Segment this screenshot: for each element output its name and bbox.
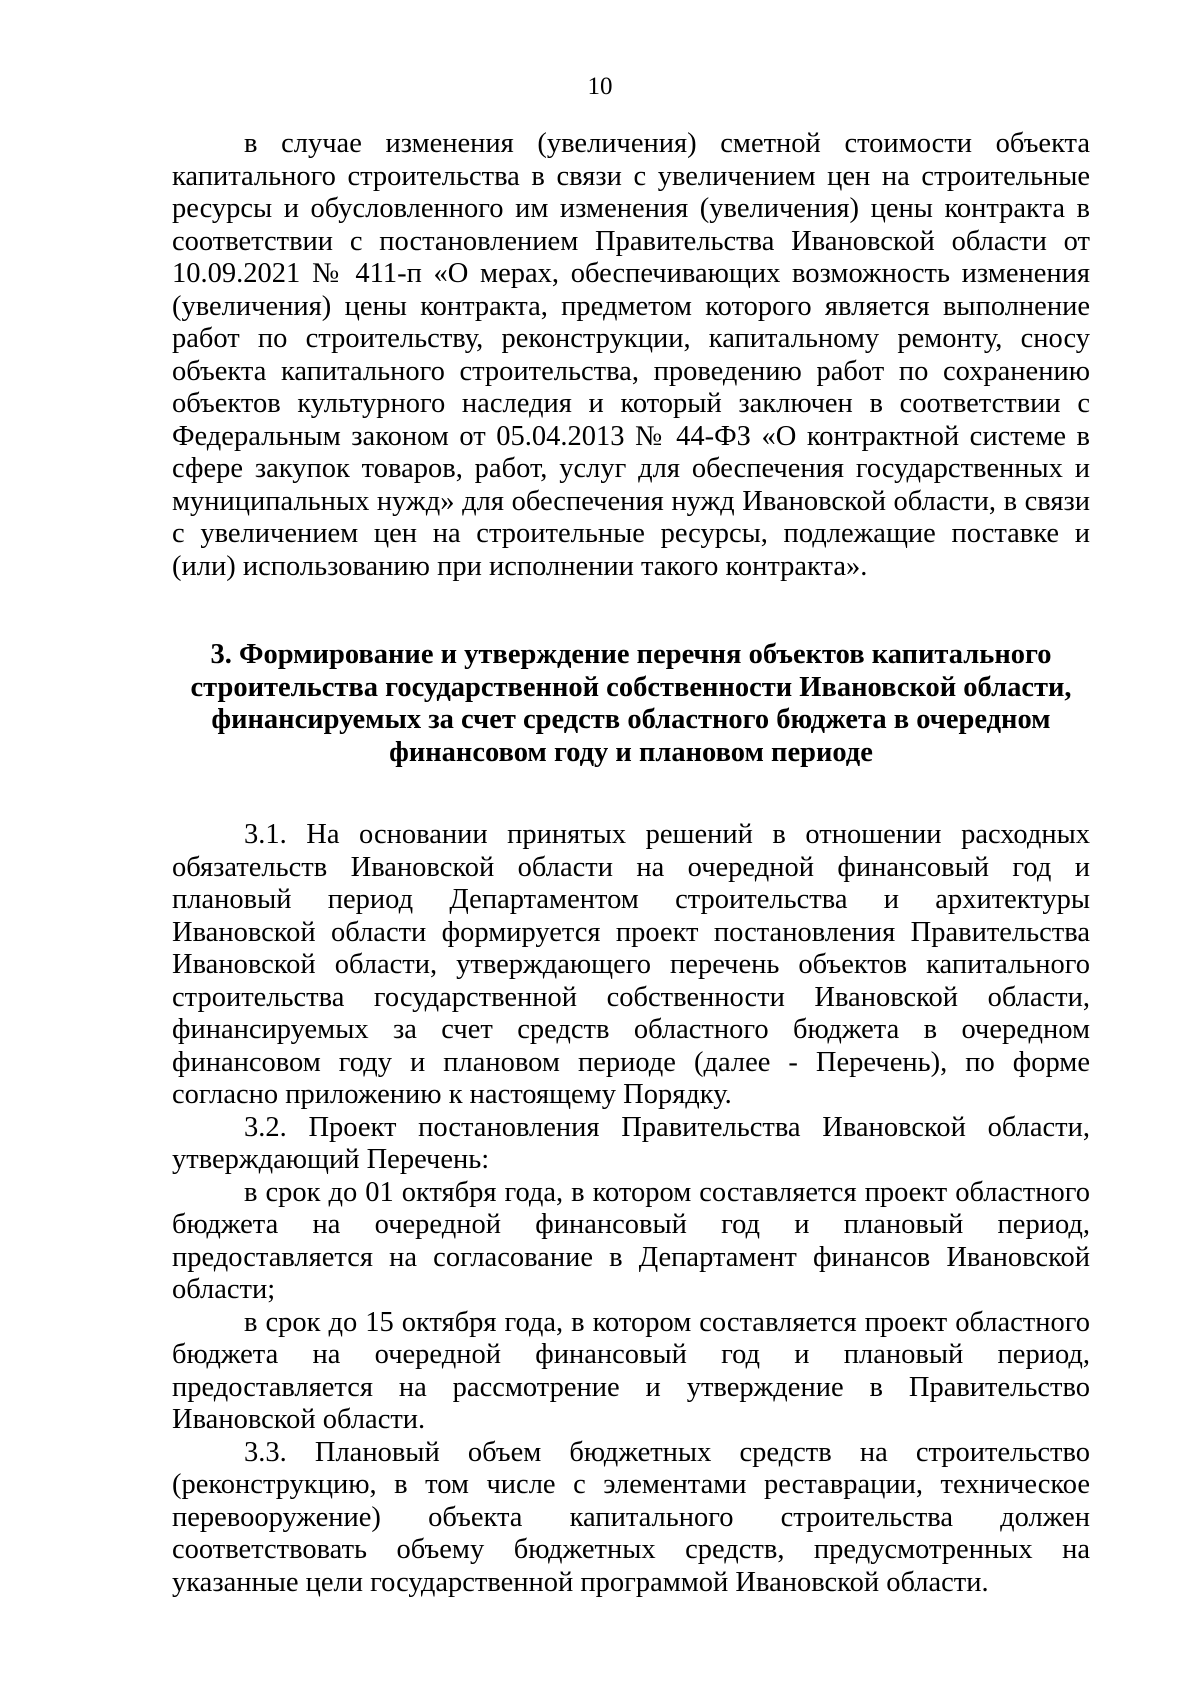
- paragraph-3-3: 3.3. Плановый объем бюджетных средств на строительство (реконструкцию, в том числе с элементами реставрации, техническое перевооружение) объекта капитального строительства должен соответствовать объему бюджетных средств, предусмотренных на указанные цели государственной программой Ивановской области.: [172, 1436, 1090, 1598]
- section-heading: 3. Формирование и утверждение перечня объектов капитального строительства государственной собственности Ивановской области, финансируемых за счет средств областного бюджета в очередном финансовом году и плановом периоде: [190, 639, 1072, 768]
- paragraph-3-1: 3.1. На основании принятых решений в отношении расходных обязательств Ивановской области на очередной финансовый год и плановый период Департаментом строительства и архитектуры Ивановской области формируется проект постановления Правительства Ивановской области, утверждающего перечень объектов капитального строительства государственной собственности Ивановской области, финансируемых за счет средств областного бюджета в очередном финансовом году и плановом периоде (далее - Перечень), по форме согласно приложению к настоящему Порядку.: [172, 819, 1090, 1110]
- document-body: [172, 128, 1090, 1599]
- paragraph-3-2-deadline-oct-15: в срок до 15 октября года, в котором составляется проект областного бюджета на очередной финансовый год и плановый период, предоставляется на рассмотрение и утверждение в Правительство Ивановской области.: [172, 1306, 1090, 1435]
- page-number: 10: [587, 73, 613, 100]
- paragraph-price-change-clause: в случае изменения (увеличения) сметной стоимости объекта капитального строительства в связи с увеличением цен на строительные ресурсы и обусловленного им изменения (увеличения) цены контракта в соответствии с постановлением Правительства Ивановской области от 10.09.2021 № 411-п «О мерах, обеспечивающих возможность изменения (увеличения) цены контракта, предметом которого является выполнение работ по строительству, реконструкции, капитальному ремонту, сносу объекта капитального строительства, проведению работ по сохранению объектов культурного наследия и который заключен в соответствии с Федеральным законом от 05.04.2013 № 44-ФЗ «О контрактной системе в сфере закупок товаров, работ, услуг для обеспечения государственных и муниципальных нужд» для обеспечения нужд Ивановской области, в связи с увеличением цен на строительные ресурсы, подлежащие поставке и (или) использованию при исполнении такого контракта».: [172, 128, 1090, 582]
- paragraph-3-2-deadline-oct-01: в срок до 01 октября года, в котором составляется проект областного бюджета на очередной финансовый год и плановый период, предоставляется на согласование в Департамент финансов Ивановской области;: [172, 1176, 1090, 1305]
- paragraph-3-2: 3.2. Проект постановления Правительства Ивановской области, утверждающий Перечень:: [172, 1111, 1090, 1175]
